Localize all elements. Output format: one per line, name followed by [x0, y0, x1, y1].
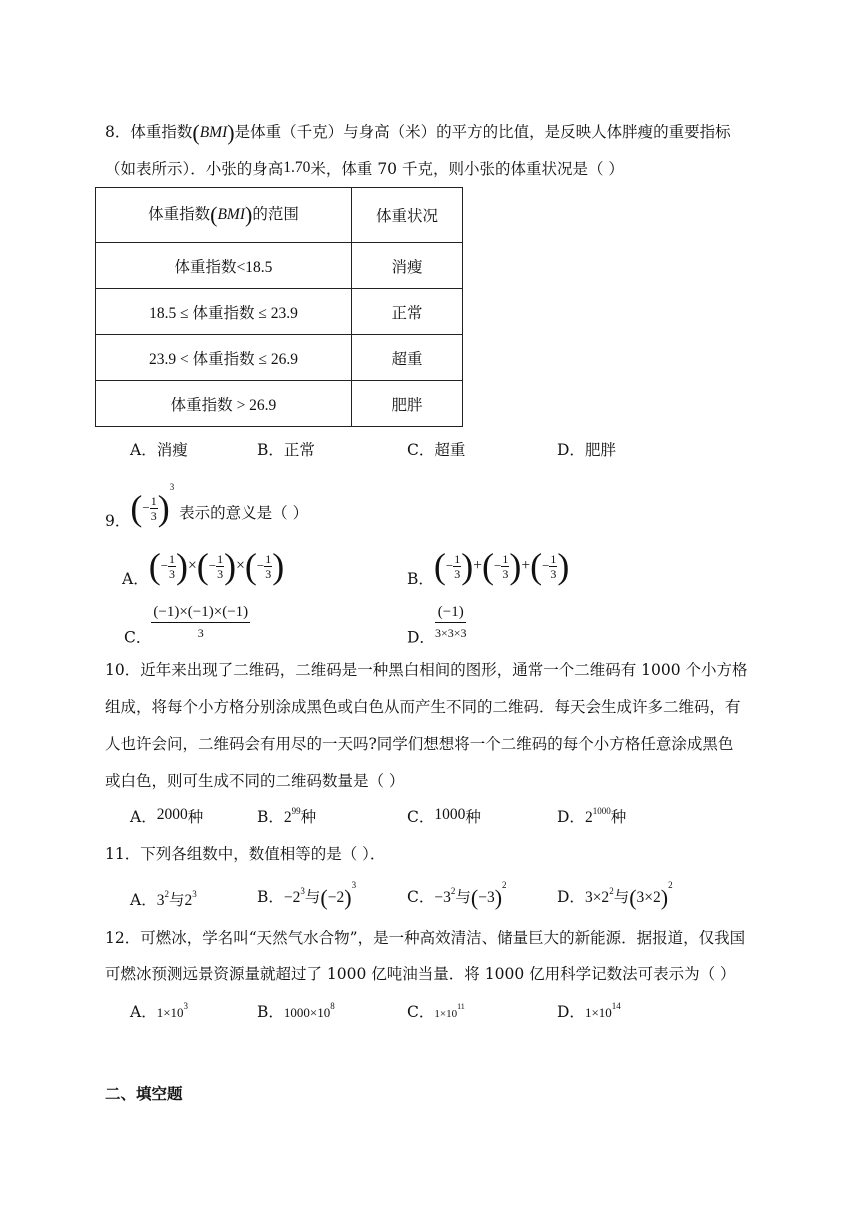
- q11-number: 11．: [105, 845, 141, 863]
- q9-option-d[interactable]: D． $\frac{(-1)}{3\times 3\times 3}$: [407, 604, 467, 647]
- q9-option-c[interactable]: C． $\frac{(-1)\times(-1)\times(-1)}{3}$: [124, 604, 249, 647]
- q8-option-d[interactable]: D．肥胖: [557, 441, 616, 459]
- q8-option-a[interactable]: A．消瘦: [130, 441, 188, 459]
- q12-option-a[interactable]: A．$1\times 10^3$: [130, 1001, 189, 1021]
- q12-number: 12．: [105, 929, 141, 947]
- table-header-range: 体重指数(BMI)的范围: [96, 188, 352, 243]
- q9-stem-text: 表示的意义是（ ）: [179, 504, 309, 522]
- q12-line1: 12．可燃冰，学名叫“天然气水合物”，是一种高效清洁、储量巨大的新能源．据报道，仅我国: [105, 929, 746, 947]
- q8-text-a: 体重指数: [130, 123, 193, 141]
- q8-line2: （如表所示）．小张的身高1.70米，体重 70 千克，则小张的体重状况是（ ）: [105, 159, 624, 178]
- q10-number: 10．: [105, 661, 141, 679]
- table-row: 18.5 ≤ 体重指数 ≤ 23.9 正常: [96, 289, 463, 335]
- q10-line2: 组成，将每个小方格分别涂成黑色或白色从而产生不同的二维码．每天会生成许多二维码，有: [105, 698, 741, 716]
- table-row: 体重指数 > 26.9 肥胖: [96, 381, 463, 427]
- q9-option-b[interactable]: B．(− $\frac{1}{3}$ )+(− $\frac{1}{3}$ )+(− $\frac{1}{3}$ ): [407, 546, 570, 588]
- table-header-row: [96, 188, 463, 243]
- q9-fraction: $\frac{1}{3}$: [150, 493, 157, 523]
- q10-line3: 人也许会问，二维码会有用尽的一天吗?同学们想想将一个二维码的每个小方格任意涂成黑色: [105, 735, 734, 753]
- q9-stem: 9．(− $\frac{1}{3}$ )$^3$ 表示的意义是（ ）: [105, 482, 309, 530]
- q11-option-b[interactable]: B．$-2^3$与$(-2)^3$: [257, 880, 357, 910]
- q10-option-c[interactable]: C．1000种: [407, 806, 481, 826]
- q8-option-c[interactable]: C．超重: [407, 441, 466, 459]
- q9-option-a[interactable]: A．(− $\frac{1}{3}$ )×(− $\frac{1}{3}$ )×(− $\frac{1}{3}$ ): [122, 546, 285, 588]
- q11-option-a[interactable]: A．$3^2$与$2^3$: [130, 889, 197, 909]
- q8-line1: 8．体重指数(BMI)是体重（千克）与身高（米）的平方的比值，是反映人体胖瘦的重要指标: [105, 120, 731, 145]
- q8-bmi: BMI: [199, 124, 228, 141]
- q10-line1: 10．近年来出现了二维码，二维码是一种黑白相间的图形，通常一个二维码有 1000 个小方格: [105, 661, 748, 679]
- q10-line4: 或白色，则可生成不同的二维码数量是（ ）: [105, 772, 405, 790]
- section-title: 二、填空题: [105, 1084, 183, 1103]
- q11-option-d[interactable]: D．$3\times 2^2$与$(3\times 2)^2$: [557, 880, 673, 910]
- q12-option-d[interactable]: D．$1\times 10^{14}$: [557, 1001, 621, 1021]
- q12-option-b[interactable]: B．$1000\times 10^8$: [257, 1001, 335, 1021]
- q8-number: 8．: [105, 123, 131, 141]
- q12-line2: 可燃冰预测远景资源量就超过了 1000 亿吨油当量．将 1000 亿用科学记数法可表示为（ ）: [105, 965, 736, 983]
- q11-stem: 11．下列各组数中，数值相等的是（ ）．: [105, 845, 386, 863]
- q10-option-d[interactable]: D．$2^{1000}$种: [557, 806, 627, 826]
- q8-height: 1.70: [283, 159, 311, 176]
- table-row: 23.9 < 体重指数 ≤ 26.9 超重: [96, 335, 463, 381]
- q11-option-c[interactable]: C．$-3^2$与$(-3)^2$: [407, 880, 507, 910]
- q9-number: 9．: [105, 512, 131, 530]
- q8-option-b[interactable]: B．正常: [257, 441, 315, 459]
- table-row: 体重指数<18.5 消瘦: [96, 243, 463, 289]
- q8-text-b: 是体重（千克）与身高（米）的平方的比值，是反映人体胖瘦的重要指标: [234, 123, 731, 141]
- q12-option-c[interactable]: C．$1\times 10^{11}$: [407, 1002, 465, 1021]
- table-header-status: 体重状况: [352, 188, 463, 243]
- bmi-table: [95, 187, 463, 427]
- q10-option-a[interactable]: A．2000种: [130, 806, 204, 826]
- q10-option-b[interactable]: B．$2^{99}$种: [257, 806, 317, 826]
